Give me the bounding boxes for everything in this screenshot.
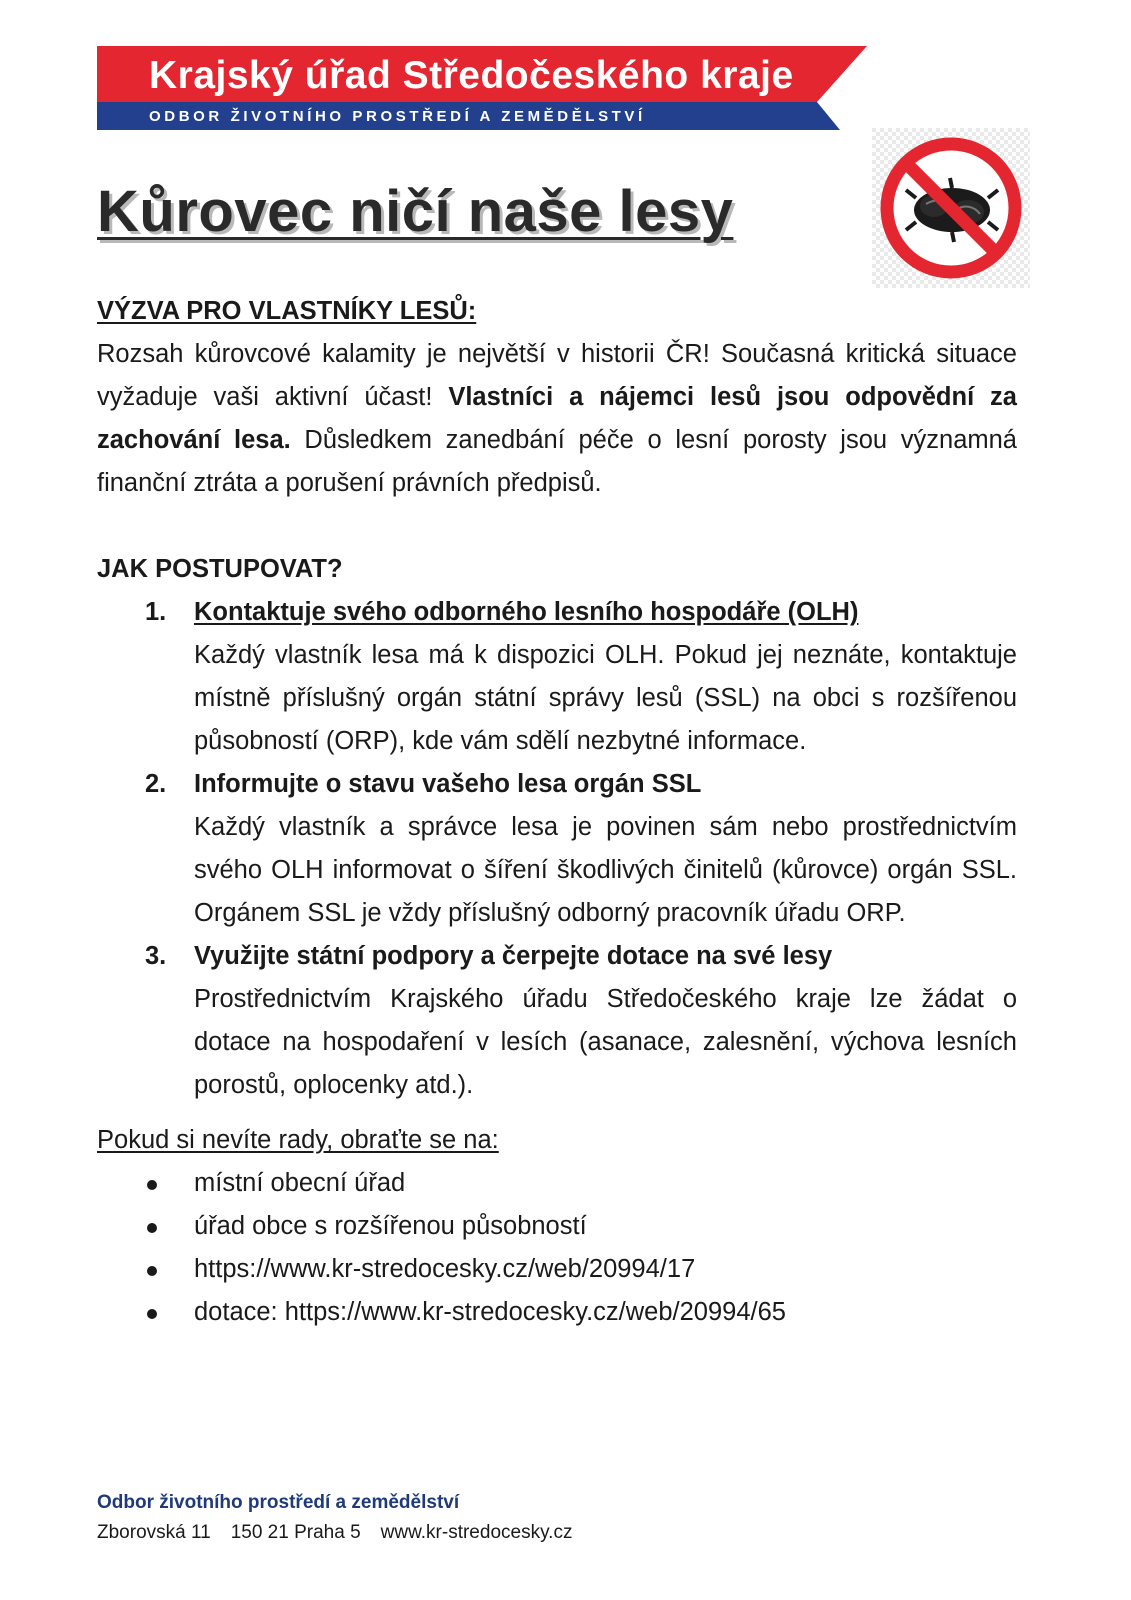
- link-dotace[interactable]: dotace: https://www.kr-stredocesky.cz/web/20994/65: [97, 1291, 1017, 1334]
- help-heading: Pokud si nevíte rady, obraťte se na:: [97, 1126, 499, 1154]
- no-bark-beetle-prohibition-icon: [872, 128, 1030, 288]
- step-text: Každý vlastník a správce lesa je povinen sám nebo prostřednictvím svého OLH informovat o šíření škodlivých činitelů (kůrovce) orgán SSL. Orgánem SSL je vždy příslušný odborný pracovník úřadu ORP.: [194, 813, 1017, 927]
- step-title: Kontaktuje svého odborného lesního hospodáře (OLH): [194, 598, 859, 626]
- step-number: 2.: [145, 770, 167, 798]
- department-name: ODBOR ŽIVOTNÍHO PROSTŘEDÍ A ZEMĚDĚLSTVÍ: [149, 108, 646, 125]
- step-number: 3.: [145, 942, 167, 970]
- footer-street: Zborovská 11: [97, 1522, 211, 1543]
- step-number: 1.: [145, 598, 167, 626]
- list-item: úřad obce s rozšířenou působností: [97, 1205, 1017, 1248]
- list-item: místní obecní úřad: [97, 1162, 1017, 1205]
- step-item: [97, 591, 1017, 763]
- office-name: Krajský úřad Středočeského kraje: [149, 54, 794, 97]
- procedure-steps: [97, 591, 1017, 1107]
- step-title: Využijte státní podpory a čerpejte dotace na své lesy: [194, 942, 833, 970]
- step-title: Informujte o stavu vašeho lesa orgán SSL: [194, 770, 702, 798]
- footer-address: [97, 1518, 592, 1548]
- footer: [97, 1488, 592, 1548]
- procedure-heading: JAK POSTUPOVAT?: [97, 555, 343, 583]
- header-banner: [97, 46, 887, 130]
- step-text: Každý vlastník lesa má k dispozici OLH. Pokud jej neznáte, kontaktuje místně příslušný orgán státní správy lesů (SSL) na obci s rozšířenou působností (ORP), kde vám sdělí nezbytné informace.: [194, 641, 1017, 755]
- page-title: Kůrovec ničí naše lesy: [97, 179, 734, 244]
- footer-web-link[interactable]: www.kr-stredocesky.cz: [380, 1522, 573, 1543]
- document-body: [97, 290, 1017, 1334]
- footer-department: Odbor životního prostředí a zemědělství: [97, 1492, 460, 1513]
- help-list: [97, 1162, 1017, 1334]
- appeal-text-2: Důsledkem zanedbání péče o lesní porosty jsou významná finanční ztráta a porušení právních předpisů.: [97, 426, 1017, 497]
- link-kr-stredocesky-17[interactable]: https://www.kr-stredocesky.cz/web/20994/17: [97, 1248, 1017, 1291]
- appeal-text-1: Rozsah kůrovcové kalamity je největší v historii ČR! Současná kritická situace vyžaduje vaši aktivní účast!: [97, 340, 1017, 411]
- step-item: [97, 763, 1017, 935]
- appeal-paragraph: [97, 333, 1017, 505]
- footer-city: 150 21 Praha 5: [230, 1522, 361, 1543]
- step-text: Prostřednictvím Krajského úřadu Středočeského kraje lze žádat o dotace na hospodaření v lesích (asanace, zalesnění, výchova lesních porostů, oplocenky atd.).: [194, 985, 1017, 1099]
- step-item: [97, 935, 1017, 1107]
- appeal-heading: VÝZVA PRO VLASTNÍKY LESŮ:: [97, 297, 477, 325]
- appeal-text-bold: Vlastníci a nájemci lesů jsou odpovědní za zachování lesa.: [97, 383, 1017, 454]
